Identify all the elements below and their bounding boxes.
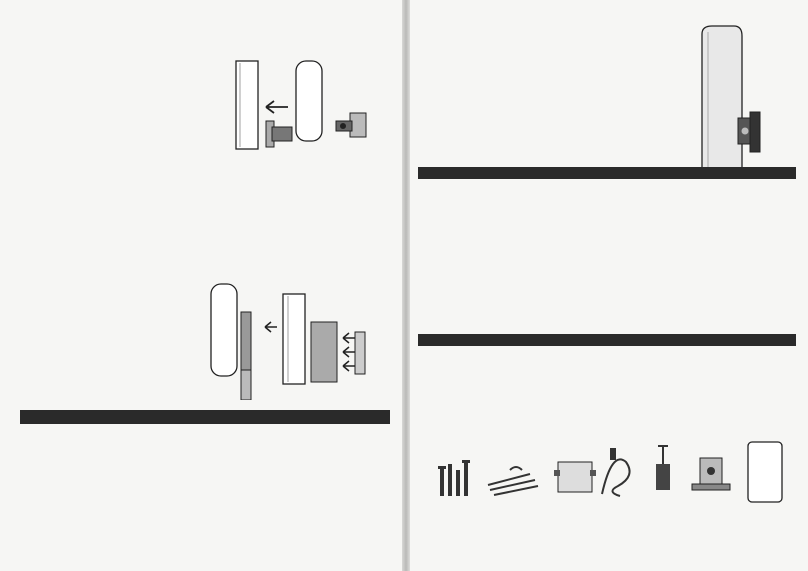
- wall-mount-illustration: [232, 55, 378, 170]
- package-items-illustration: [430, 440, 790, 504]
- package-content-heading: [418, 334, 796, 346]
- introduction-heading: [418, 167, 796, 179]
- left-page: [0, 0, 402, 571]
- antenna-product-image: [690, 22, 775, 182]
- right-page: [410, 0, 808, 571]
- pole-mount-illustration: [205, 282, 380, 400]
- binding-gutter: [402, 0, 410, 571]
- trouble-shoot-heading: [20, 410, 390, 424]
